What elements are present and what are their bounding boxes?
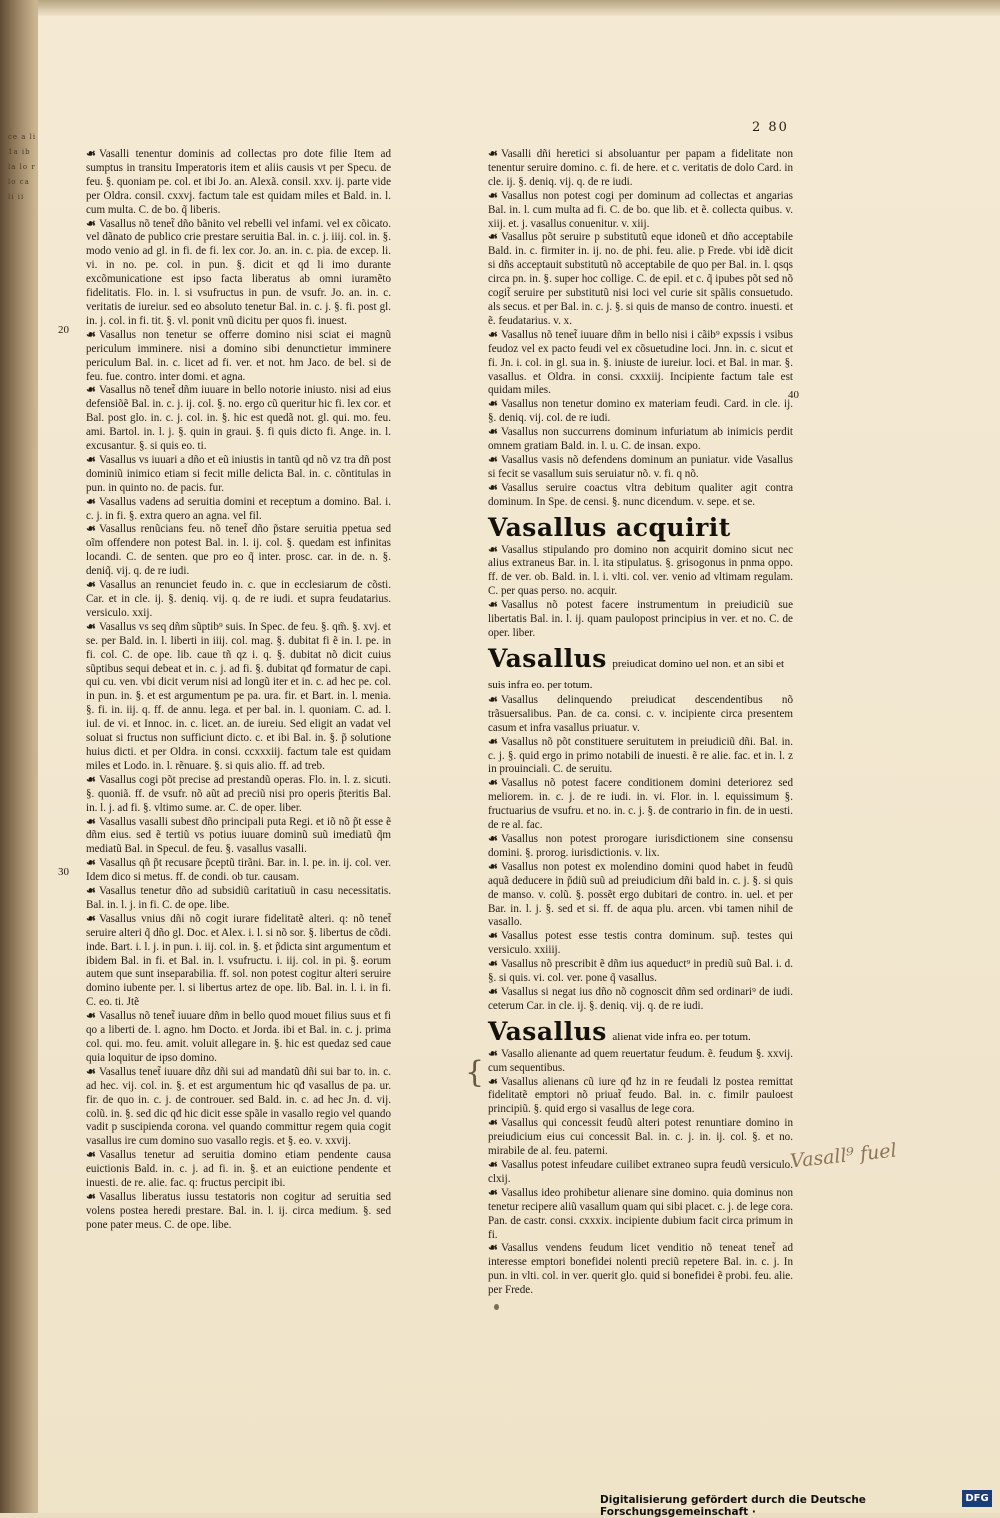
headword-vasallus-acquirit: Vasallus acquirit <box>488 512 731 542</box>
margin-number-20: 20 <box>58 324 69 336</box>
paragraph-mark-icon: ☙ <box>488 1242 498 1255</box>
paragraph-mark-icon: ☙ <box>86 217 96 230</box>
entry-l-10: ☙ Vasallus vasalli subest dño principali puta Regi. et iõ nõ p̃t esse ẽ dñm eius. sed ẽ tertiũ vs potius iuuare dominũ suũ imediatũ q̃m mediatũ Bal. in Specul. de feu. §. vasallus vasalli. <box>86 815 391 856</box>
entry-r-1: ☙ Vasallus non potest cogi per dominum ad collectas et angarias Bal. in. l. cum multa ad fi. C. de bo. que lib. et ẽ. collecta quibus. v. xiij. et. j. vasallus conuenitur. v. xiij. <box>488 189 793 230</box>
paragraph-mark-icon: ☙ <box>488 543 498 556</box>
paragraph-mark-icon: ☙ <box>488 189 498 202</box>
margin-number-40: 40 <box>788 389 799 401</box>
entry-r-15: ☙ Vasallus potest esse testis contra dominum. sup̃. testes qui versiculo. xxiiij. <box>488 930 793 957</box>
paragraph-mark-icon: ☙ <box>86 885 96 898</box>
entry-l-4: ☙ Vasallus vs iuuari a dño et eũ iniustis in tantũ qd nõ vz tra dñ post dominiũ inimico etiam si fecit mille delicta Bal. in. c. cõntitulas in pun. in quinto no. de pacis. fur. <box>86 453 391 494</box>
entry-r-14: ☙ Vasallus non potest ex molendino domini quod habet in feudũ aquã deducere in p̃diũ suũ ad preiudicium dñi bald in. c. j. §. si quis de manso. v. colũ. §. possẽt ergo dubitari de contro. in. uel. et per Bar. in. l. j. §. sed et si. ff. de aqua plu. arcen. vbi tamen nihil de vasallo. <box>488 860 793 929</box>
entry-l-12: ☙ Vasallus tenetur dño ad subsidiũ caritatiuũ in casu necessitatis. Bal. in. l. j. in fi. C. de ope. libe. <box>86 885 391 911</box>
paragraph-mark-icon: ☙ <box>488 1117 498 1130</box>
entry-r-16: ☙ Vasallus nõ prescribit ẽ dñm ius aqueduct⁹ in prediũ suũ Bal. i. d. §. si quis. vi. col. ver. pone q̃ vasallus. <box>488 958 793 985</box>
paragraph-mark-icon: ☙ <box>488 148 498 160</box>
entry-l-15: ☙ Vasallus tenet̃ iuuare dñz dñi sui ad mandatũ dñi sui bar to. in. c. ad hec. vij. col. in. §. et est argumentum hic qđ vasallus de pa. ur. fir. de quo in. c. j. de controuer. sed Bald. in. c. ad hec Jn. d. vij. colũ. in. §. sed dic qđ hic dicit esse spãle in vasallo regio vel quando vadit p suscipienda corona. vel quando committur regem quia cogit vasallus ire cum domino suo vasallo regis. et §. eo. v. xxvij. <box>86 1065 391 1148</box>
paragraph-mark-icon: ☙ <box>86 1065 96 1078</box>
paragraph-mark-icon: ☙ <box>488 453 498 466</box>
paragraph-mark-icon: ☙ <box>86 453 96 466</box>
paragraph-mark-icon: ☙ <box>488 231 498 244</box>
entry-l-14: ☙ Vasallus nõ tenet̃ iuuare dñm in bello quod mouet filius suus et fi qo a liberti de. l. agno. hm Docto. et Jorda. ibi et Bal. in. c. j. prima col. qui. mo. feu. amit. voluit allegare in. §. hic est quedaz sed caue quia loquitur de ipso domino. <box>86 1010 391 1064</box>
paragraph-mark-icon: ☙ <box>488 693 498 706</box>
entry-l-5: ☙ Vasallus vadens ad seruitia domini et receptum a domino. Bal. i. c. j. in fi. §. extra quero an agna. vel fil. <box>86 495 391 522</box>
footer-credit: Digitalisierung gefördert durch die Deutsche Forschungsgemeinschaft · <box>600 1494 866 1518</box>
paragraph-mark-icon: ☙ <box>488 599 498 612</box>
paragraph-mark-icon: ☙ <box>488 1047 498 1060</box>
headword-vasallus-preiudicat: Vasallus preiudicat domino uel non. et an sibi et suis infra eo. per totum. <box>488 643 785 691</box>
paragraph-mark-icon: ☙ <box>488 777 498 790</box>
paragraph-mark-icon: ☙ <box>86 815 96 828</box>
margin-number-30: 30 <box>58 866 69 878</box>
paragraph-mark-icon: ☙ <box>86 857 96 870</box>
entry-r-17: ☙ Vasallus si negat ius dño nõ cognoscit dñm sed ordinari⁹ de iudi. ceterum Car. in cle. ij. §. deniq. vij. q. de re iudi. <box>488 985 793 1012</box>
ink-dot <box>494 1304 499 1310</box>
paragraph-mark-icon: ☙ <box>488 832 498 845</box>
left-text-column <box>86 148 391 1233</box>
entry-l-1: ☙ Vasallus nõ tenet̃ dño bãnito vel rebelli vel infami. vel ex cõicato. vel dãnato de publico crie prestare seruitia Bal. in. c. j. iiij. col. in. §. modo venio ad gl. in fi. de fi. lex cor. Jo. an. in. c. pia. de excep. li. vi. in no. pe. col. in pun. §. dicit et qd li imo durante excõmunicatione est ipso facta liberatus ab omni iuramẽto fidelitatis. Flo. in. l. si vsufructus in pun. de vsufr. Jo. an. in. c. veritatis de iureiur. sed eo absoluto tenetur Bal. in. c. j. §. fi. post gl. in. j. col. in fi. tit. §. vl. ponit vnũ dicitu per quos fi. inuest. <box>86 217 391 327</box>
entry-r-13: ☙ Vasallus non potest prorogare iurisdictionem sine consensu domini. §. prorog. iurisdictionis. v. lix. <box>488 832 793 859</box>
entry-r-8: ☙ Vasallus stipulando pro domino non acquirit domino sicut nec alius extraneus Bar. in. l. ita stipulatus. §. grisogonus in pnma oppo. ff. de ver. ob. Bald. in. l. i. vlti. col. ver. venio ad vltimam regulam. C. per quas perso. no. acquir. <box>488 543 793 598</box>
entry-r-9: ☙ Vasallus nõ potest facere instrumentum in preiudiciũ sue libertatis Bal. in. l. ij. quam paulopost principius in ver. et no. C. de oper. liber. <box>488 599 793 639</box>
entry-r-20: ☙ Vasallus qui concessit feudũ alteri potest renuntiare domino in preiudicium eius cui concessit Bal. in. c. j. in. ij. col. §. et no. mirabile de al. feu. paterni. <box>488 1117 793 1158</box>
paragraph-mark-icon: ☙ <box>488 481 498 494</box>
entry-r-22: ☙ Vasallus ideo prohibetur alienare sine domino. quia dominus non tenetur recipere aliũ vasallum quam qui sibi placet. c. j. de lege cora. Pan. de castr. consi. cxxxix. incipiente dubium facit circa primum in fi. <box>488 1186 793 1241</box>
entry-r-3: ☙ Vasallus nõ tenet̃ iuuare dñm in bello nisi i cãib⁹ expssis i vsibus feudoz vel ex pacto feudi vel ex cõsuetudine loci. Jnn. in. c. sicut et fi. Jn. i. col. in gl. sua in. §. iniuste de iureiur. loci. et Bal. in mar. §. vasallus. et Oldra. in consi. cxxxiij. Incipiente factum tale est quidam miles. <box>488 328 793 397</box>
entry-l-13: ☙ Vasallus vnius dñi nõ cogit iurare fidelitatẽ alteri. q: nõ tenet̃ seruire alteri q̃ dño gl. Doc. et Alex. i. l. si nõ sor. §. libertus de cõdi. inde. Bart. i. l. j. in pun. i. iij. col. in. §. et p̃dicta sint argumentum et ibidem Bal. in fi. et Bal. in. l. vsufructu. i. iij. col. in pi. §. eorum autem que sunt inseparabilia. ff. sol. non potest cogitur alteri seruire domino iubente per. l. si libertus artez de ope. lib. Bal. in. l. i. in fi. C. eo. ti. Jtẽ <box>86 912 391 1009</box>
folio-number: 2 80 <box>752 120 789 135</box>
entry-r-12: ☙ Vasallus nõ potest facere conditionem domini deteriorez sed meliorem. in. c. j. de re iudi. in. vi. Flor. in. l. equissimum §. fructuarius de vsufru. et no. in. c. j. §. de contrario in fin. de in uesti. de re al. fac. <box>488 777 793 832</box>
paragraph-mark-icon: ☙ <box>488 985 498 998</box>
paragraph-mark-icon: ☙ <box>488 958 498 971</box>
entry-r-21: ☙ Vasallus potest infeudare cuilibet extraneo supra feudũ versiculo. clxij. <box>488 1159 793 1185</box>
paragraph-mark-icon: ☙ <box>488 735 498 748</box>
paragraph-mark-icon: ☙ <box>488 426 498 439</box>
entry-l-17: ☙ Vasallus liberatus iussu testatoris non cogitur ad seruitia sed volens postea heredi prestare. Bal. in. l. ij. circa medium. §. sed pone pater meus. C. de ope. libe. <box>86 1190 391 1231</box>
entry-r-4: ☙ Vasallus non tenetur domino ex materiam feudi. Card. in cle. ij. §. deniq. vij. col. de re iudi. <box>488 398 793 425</box>
entry-r-2: ☙ Vasallus põt seruire p substitutũ eque idoneũ et dño acceptabile Bald. in. c. firmiter in. ij. no. de phi. feu. alie. p Frede. vbi idẽ dicit si dñs acceptauit substitutũ nõ acceptabile de quo per Bal. in. l. qsqs circa pn. in. §. super hoc collige. C. de epil. et c. q̃ ipubes põt sed nõ cogit̃ seruire per substitutũ nisi loci vel curie sit spãlis consuetudo. als secus. et per Bal. in. c. j. §. si quis de manso de contro. inuesti. et ẽ. feudatarius. v. x. <box>488 231 793 327</box>
entry-l-7: ☙ Vasallus an renunciet feudo in. c. que in ecclesiarum de cõsti. Car. et in cle. ij. §. deniq. vij. q. de re iudi. et supra feudatarius. versiculo. xxij. <box>86 579 391 619</box>
page-top-shadow <box>38 0 1000 16</box>
paragraph-mark-icon: ☙ <box>86 1010 96 1023</box>
paragraph-mark-icon: ☙ <box>488 1159 498 1171</box>
entry-l-16: ☙ Vasallus tenetur ad seruitia domino etiam pendente causa euictionis Bald. in. c. j. ad fi. in. §. et an euictione pendente et inuesti. de re. alie. fac. q: fructus percipit ibi. <box>86 1149 391 1190</box>
right-text-column <box>488 148 793 1298</box>
paragraph-mark-icon: ☙ <box>488 930 498 943</box>
paragraph-mark-icon: ☙ <box>86 1190 96 1203</box>
entry-r-7: ☙ Vasallus seruire coactus vltra debitum qualiter agit contra dominum. In Spe. de censi. §. nunc dicendum. v. sepe. et se. <box>488 481 793 508</box>
binding-edge-text: ce a li 1a ib la lo r lo ca li ii <box>8 133 37 201</box>
entry-l-6: ☙ Vasallus renũcians feu. nõ tenet̃ dño p̃stare seruitia ppetua sed oĩm offendere non potest Bal. in. l. ij. col. §. quedam est infinitas locandi. C. de senten. que pro eo q̃ inter. prosc. car. in de. n. §. deniq̃. vij. q. de re iudi. <box>86 523 391 578</box>
entry-r-11: ☙ Vasallus nõ põt constituere seruitutem in preiudiciũ dñi. Bal. in. c. j. §. quid ergo in primo notabili de inuesti. ẽ re alie. fac. et in. l. z in prouinciali. C. de seruitu. <box>488 735 793 776</box>
paragraph-mark-icon: ☙ <box>488 1186 498 1199</box>
entry-r-10: ☙ Vasallus delinquendo preiudicat descendentibus nõ trãsuersalibus. Pan. de ca. consi. c. v. incipiente circa presentem casum et infra vasallus priuatur. v. <box>488 693 793 734</box>
paragraph-mark-icon: ☙ <box>488 1075 498 1088</box>
paragraph-mark-icon: ☙ <box>86 523 96 536</box>
entry-l-11: ☙ Vasallus qñ p̃t recusare p̃ceptũ tirãni. Bar. in. l. pe. in. ij. col. ver. Idem dico si metus. ff. de condi. ob tur. causam. <box>86 857 391 884</box>
entry-r-18: ☙ Vasallo alienante ad quem reuertatur feudum. ẽ. feudum §. xxvij. cum sequentibus. <box>488 1047 793 1074</box>
handwritten-bracket: { <box>465 1055 485 1090</box>
paragraph-mark-icon: ☙ <box>86 773 96 786</box>
entry-l-9: ☙ Vasallus cogi põt precise ad prestandũ operas. Flo. in. l. z. sicuti. §. quoniã. ff. de vsufr. nõ aũt ad preciũ nisi pro operis p̃teritis Bal. in. l. j. ad fi. §. vltimo sume. ar. C. de oper. liber. <box>86 773 391 814</box>
paragraph-mark-icon: ☙ <box>488 328 498 341</box>
entry-r-19: ☙ Vasallus alienans cũ iure qđ hz in re feudali lz postea remittat fidelitatẽ emptori nõ priuat̃ feudo. Bal. in. c. fimilr pauloest principiũ. §. quid ergo si vasallus de lege cora. <box>488 1075 793 1116</box>
paragraph-mark-icon: ☙ <box>488 398 498 411</box>
entry-l-2: ☙ Vasallus non tenetur se offerre domino nisi sciat ei magnũ periculum imminere. nisi a domino sibi denunctietur imminere periculum Bal. in. c. licet ad fi. ver. et not. hm Jaco. de bel. si de feu. fue. contro. inter domi. et agna. <box>86 328 391 383</box>
entry-l-8: ☙ Vasallus vs seq dñm sũptib⁹ suis. In Spec. de feu. §. qm̃. §. xvj. et se. per Bald. in. l. liberti in iiij. col. mag. §. dubitat fi ẽ in. l. pe. in fi. col. C. de ope. lib. caue tñ qz i. q. §. dubitat nõ dicit cuius sũptibus sequi debeat et in. c. j. ad fi. §. dubitat qđ formatur de capi. qui cu. ven. vbi dicit verum nisi ad longũ iter et in. c. ad hec pe. col. in pun. in. §. et est argumentum pe pa. ura. fir. et Bart. in. l. menia. §. fi. in. iij. q. ff. de annu. lega. et per bal. in. l. quoniam. C. ad. l. iul. de vi. et Innoc. in. c. licet. an. de iureiu. Sed eligit an vadat vel soluat si fructus non sufficiunt dicto. c. et ibi Bal. in. §. p̃ solutione huius dicti. et per Oldra. in consi. ccxxxiij. factum tale est quidam miles et Lodo. in. l. rẽnuare. §. si quis alio. ff. ad treb. <box>86 620 391 772</box>
paragraph-mark-icon: ☙ <box>86 620 96 633</box>
paragraph-mark-icon: ☙ <box>488 860 498 873</box>
entry-r-6: ☙ Vasallus vasis nõ defendens dominum an puniatur. vide Vasallus si fecit se vasallum suis seruiatur nõ. v. fi. q nõ. <box>488 453 793 480</box>
entry-r-5: ☙ Vasallus non succurrens dominum infuriatum ab inimicis perdit omnem gratiam Bald. in. l. u. C. de insan. expo. <box>488 426 793 453</box>
paragraph-mark-icon: ☙ <box>86 912 96 925</box>
entry-r-23: ☙ Vasallus vendens feudum licet venditio nõ teneat tenet̃ ad interesse emptori bonefidei nolenti preciũ repetere Bal. in. c. j. In pun. in vlti. col. in ver. querit glo. quid si bonefidei ẽ probi. feu. alie. per Frede. <box>488 1242 793 1297</box>
paragraph-mark-icon: ☙ <box>86 328 96 341</box>
dfg-logo: DFG <box>962 1490 992 1507</box>
handwritten-annotation: Vasall⁹ fuel <box>789 1139 898 1173</box>
paragraph-mark-icon: ☙ <box>86 495 96 508</box>
paragraph-mark-icon: ☙ <box>86 579 96 592</box>
entry-l-3: ☙ Vasallus nõ tenet̃ dñm iuuare in bello notorie iniusto. nisi ad eius defensiõẽ Bal. in. c. j. ij. col. §. no. ergo cũ queritur hic fi. lex cor. et Bal. post glo. in. c. j. col. in. §. hic est quedã not. gl. qui. mo. feu. ami. Bartol. in. l. j. §. quin in graui. §. fi quis dicto fi. Ange. in. l. excusantur. §. si quis eo. ti. <box>86 384 391 453</box>
entry-l-0: ☙ Vasalli tenentur dominis ad collectas pro dote filie Item ad sumptus in transitu Imperatoris item et aliis causis vt per Specu. de feu. §. quoniam pe. col. et ibi Jo. an. Alexã. consil. xxv. ij. parte vide per Oldra. consil. cxxvj. factum tale est quidam miles et Bald. in. l. cum multa. C. de bo. q̃ liberis. <box>86 148 391 216</box>
entry-r-0: ☙ Vasalli dñi heretici si absoluantur per papam a fidelitate non tenentur seruire domino. c. fi. de here. et c. veritatis de dolo Card. in cle. ij. §. deniq. vij. q. de re iudi. <box>488 148 793 188</box>
headword-vasallus-alienat: Vasallus alienat vide infra eo. per totum. <box>488 1016 751 1046</box>
paragraph-mark-icon: ☙ <box>86 148 96 160</box>
paragraph-mark-icon: ☙ <box>86 1149 96 1162</box>
paragraph-mark-icon: ☙ <box>86 384 96 397</box>
